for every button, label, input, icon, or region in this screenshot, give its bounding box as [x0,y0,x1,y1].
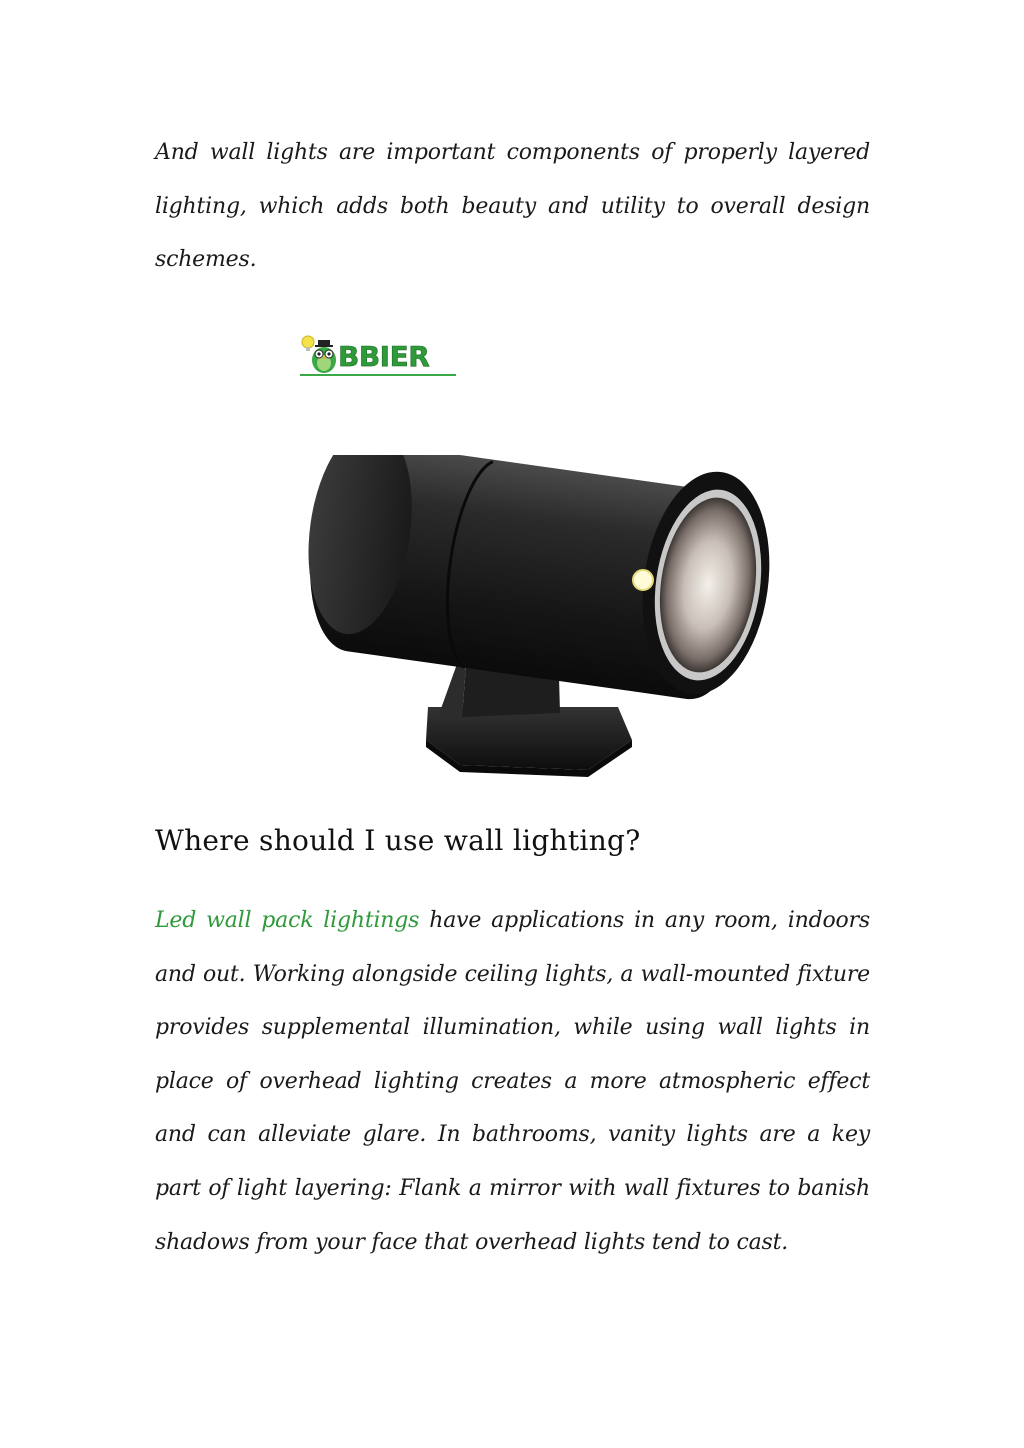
brand-logo [298,330,458,378]
led-wall-pack-link[interactable]: Led wall pack lightings [155,908,420,933]
body-text: have applications in any room, indoors and out. Working alongside ceiling lights, a wall-mounted fixture provides supplemental illumination, while using wall lights in place of overhead lighting creates a more atmospheric effect and can alleviate glare. In bathrooms, vanity lights are a key part of light layering: Flank a mirror with wall fixtures to banish shadows from your face that overhead lights tend to cast. [155,908,870,1255]
body-paragraph [155,894,870,1269]
product-image [298,455,776,785]
section-heading: Where should I use wall lighting? [155,824,641,857]
logo-text: BBIER [338,340,430,373]
intro-paragraph: And wall lights are important components of properly layered lighting, which adds both beauty and utility to overall design schemes. [155,140,870,273]
cylinder-wall-light-icon [298,455,776,785]
